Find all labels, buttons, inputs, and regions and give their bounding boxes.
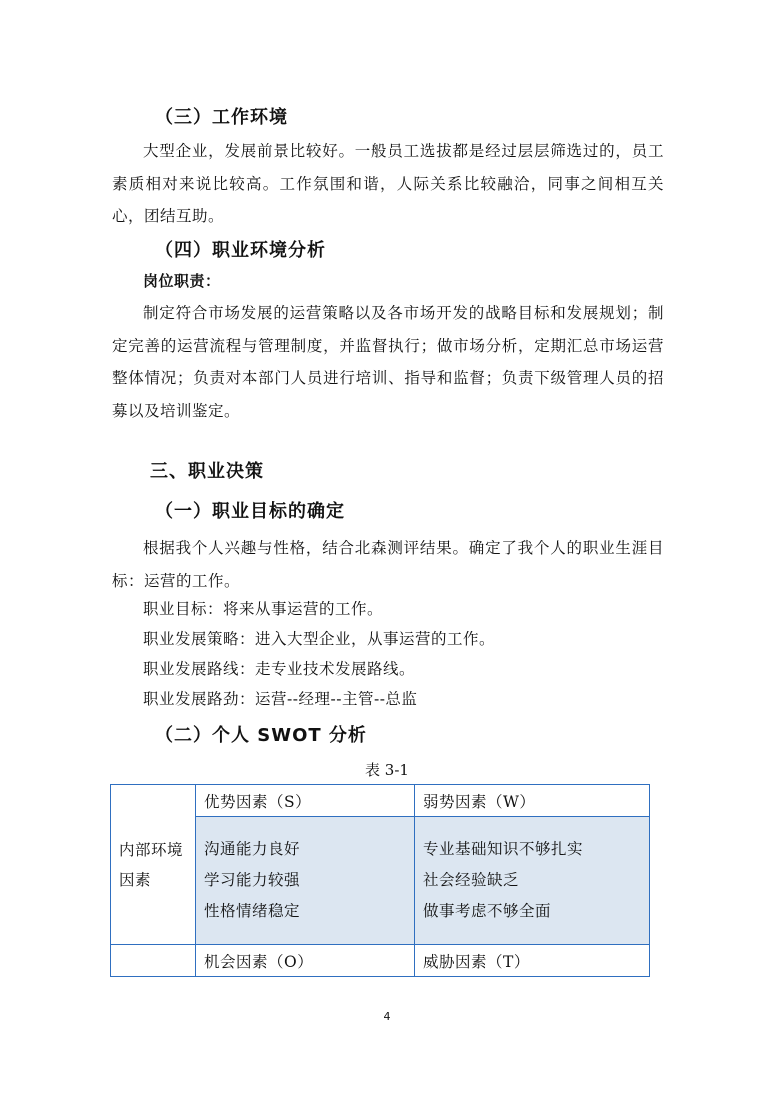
career-strategy-line: 职业发展策略：进入大型企业，从事运营的工作。 — [143, 630, 496, 648]
work-environment-heading: （三）工作环境 — [155, 107, 288, 128]
career-environment-heading: （四）职业环境分析 — [155, 240, 326, 261]
weakness-item: 专业基础知识不够扎实 — [423, 840, 584, 858]
duty-paragraph: 制定符合市场发展的运营策略以及各市场开发的战略目标和发展规划；制定完善的运营流程与管理制度，并监督执行；做市场分析，定期汇总市场运营整体情况；负责对本部门人员进行培训、指导和监督；负责下级管理人员的招募以及培训鉴定。 — [112, 304, 664, 420]
swot-heading: （二）个人 SWOT 分析 — [155, 725, 367, 746]
threats-header: 威胁因素（T） — [415, 945, 650, 977]
strength-item: 沟通能力良好 — [204, 840, 301, 858]
career-decision-heading: 三、职业决策 — [150, 461, 264, 482]
career-route-line: 职业发展路线：走专业技术发展路线。 — [143, 660, 416, 678]
table-row — [111, 945, 650, 977]
duty-label: 岗位职责： — [143, 272, 221, 290]
weaknesses-cell — [415, 817, 650, 945]
page-number: 4 — [383, 1010, 391, 1023]
career-goal-paragraph: 根据我个人兴趣与性格，结合北森测评结果。确定了我个人的职业生涯目标：运营的工作。 — [112, 539, 664, 590]
internal-factors-label-cell — [111, 785, 196, 945]
weaknesses-header: 弱势因素（W） — [415, 785, 650, 817]
strengths-header: 优势因素（S） — [196, 785, 415, 817]
strength-item: 学习能力较强 — [204, 871, 301, 889]
table-caption: 表 3-1 — [365, 761, 409, 779]
table-row — [111, 785, 650, 817]
weakness-item: 社会经验缺乏 — [423, 871, 520, 889]
internal-factors-label: 内部环境因素 — [119, 840, 184, 889]
external-factors-label-cell — [111, 945, 196, 977]
strengths-cell — [196, 817, 415, 945]
career-goal-heading: （一）职业目标的确定 — [155, 501, 345, 522]
strength-item: 性格情绪稳定 — [204, 902, 301, 920]
swot-table — [110, 784, 650, 977]
career-path-line: 职业发展路劲：运营--经理--主管--总监 — [143, 690, 418, 708]
work-environment-paragraph: 大型企业，发展前景比较好。一般员工选拔都是经过层层筛选过的，员工素质相对来说比较高。工作氛围和谐，人际关系比较融洽，同事之间相互关心，团结互助。 — [112, 142, 664, 225]
career-goal-line: 职业目标：将来从事运营的工作。 — [143, 600, 384, 618]
opportunities-header: 机会因素（O） — [196, 945, 415, 977]
weakness-item: 做事考虑不够全面 — [423, 902, 552, 920]
